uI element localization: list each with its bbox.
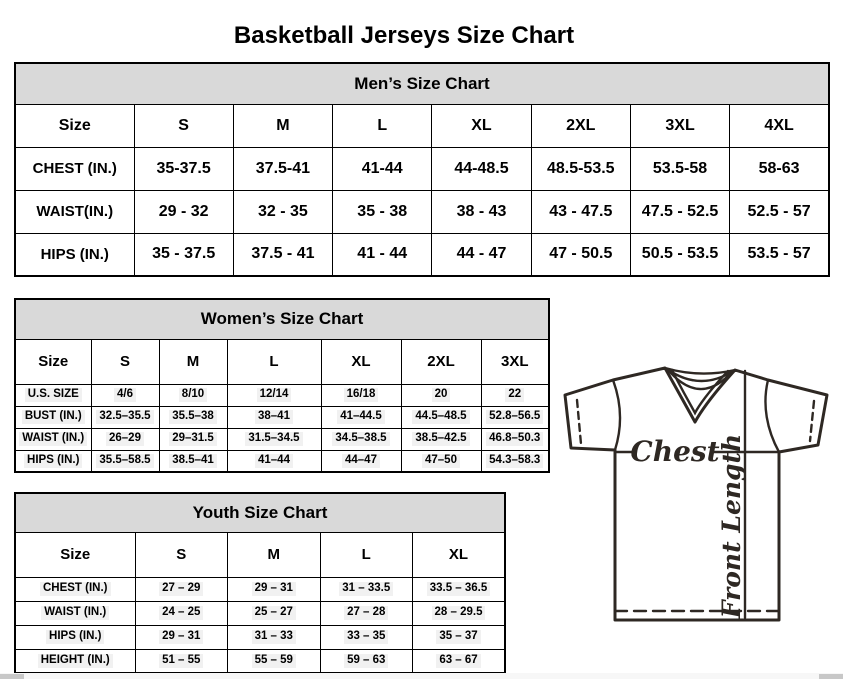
size-value-cell: 38 - 43 (432, 190, 531, 233)
size-value-cell: 35 - 38 (333, 190, 432, 233)
cell-text: 59 – 63 (344, 654, 388, 668)
size-value-cell (227, 384, 321, 406)
cell-text: U.S. SIZE (25, 388, 82, 402)
cell-text: 31.5–34.5 (245, 432, 302, 446)
cell-text: HEIGHT (IN.) (38, 654, 113, 668)
size-value-cell (481, 450, 549, 472)
row-label (15, 625, 135, 649)
size-value-cell: 41-44 (333, 147, 432, 190)
cell-text: 27 – 29 (159, 582, 203, 596)
size-value-cell (413, 577, 506, 601)
size-value-cell (401, 428, 481, 450)
row-label: HIPS (IN.) (15, 233, 134, 276)
scroll-right-button[interactable] (819, 674, 843, 679)
column-header: L (333, 104, 432, 147)
column-header-row (15, 532, 505, 577)
cell-text: 52.8–56.5 (486, 410, 543, 424)
cell-text: HIPS (IN.) (46, 630, 104, 644)
column-header: XL (321, 339, 401, 384)
scroll-left-button[interactable] (0, 674, 24, 679)
size-value-cell (159, 450, 227, 472)
cell-text: 22 (505, 388, 524, 402)
cell-text: 47–50 (422, 454, 460, 468)
size-value-cell (159, 428, 227, 450)
table-row (15, 450, 549, 472)
table-row (15, 147, 829, 190)
cell-text: 12/14 (257, 388, 292, 402)
cell-text: 33.5 – 36.5 (427, 582, 491, 596)
size-value-cell: 43 - 47.5 (531, 190, 630, 233)
size-value-cell: 52.5 - 57 (730, 190, 829, 233)
size-value-cell (135, 649, 228, 673)
size-value-cell: 41 - 44 (333, 233, 432, 276)
cell-text: CHEST (IN.) (40, 582, 111, 596)
row-label (15, 450, 91, 472)
size-value-cell (481, 406, 549, 428)
size-value-cell (228, 625, 321, 649)
size-value-cell (320, 625, 413, 649)
size-value-cell (320, 649, 413, 673)
column-header: Size (15, 104, 134, 147)
row-label (15, 406, 91, 428)
size-value-cell: 44 - 47 (432, 233, 531, 276)
size-value-cell (227, 406, 321, 428)
size-value-cell (320, 601, 413, 625)
cell-text: 33 – 35 (344, 630, 388, 644)
column-header: XL (432, 104, 531, 147)
table-header-row (15, 63, 829, 104)
size-value-cell (481, 384, 549, 406)
column-header: XL (413, 532, 506, 577)
cell-text: 16/18 (344, 388, 379, 402)
table-row (15, 406, 549, 428)
size-value-cell (401, 384, 481, 406)
chest-label: Chest (630, 435, 720, 468)
table-row (15, 577, 505, 601)
column-header: 3XL (630, 104, 729, 147)
size-value-cell (91, 406, 159, 428)
cell-text: 28 – 29.5 (432, 606, 486, 620)
table-row (15, 384, 549, 406)
cell-text: 24 – 25 (159, 606, 203, 620)
cell-text: 41–44 (255, 454, 293, 468)
cell-text: 20 (432, 388, 451, 402)
table-row (15, 233, 829, 276)
table-row (15, 190, 829, 233)
size-value-cell (228, 577, 321, 601)
cell-text: 44.5–48.5 (412, 410, 469, 424)
size-value-cell: 47 - 50.5 (531, 233, 630, 276)
size-value-cell (413, 601, 506, 625)
cell-text: 25 – 27 (252, 606, 296, 620)
cell-text: WAIST (IN.) (19, 432, 87, 446)
cell-text: 54.3–58.3 (486, 454, 543, 468)
column-header: 2XL (401, 339, 481, 384)
cell-text: 44–47 (342, 454, 380, 468)
size-value-cell (227, 428, 321, 450)
page-title: Basketball Jerseys Size Chart (233, 22, 575, 50)
cell-text: 38.5–42.5 (412, 432, 469, 446)
size-value-cell (227, 450, 321, 472)
table-section-title: Women’s Size Chart (15, 299, 549, 339)
size-value-cell (321, 384, 401, 406)
cell-text: 55 – 59 (252, 654, 296, 668)
table-section-title: Men’s Size Chart (15, 63, 829, 104)
row-label: WAIST(IN.) (15, 190, 134, 233)
table-section-title: Youth Size Chart (15, 493, 505, 532)
column-header: Size (15, 339, 91, 384)
jersey-outline (565, 368, 827, 620)
cell-text: 38.5–41 (169, 454, 217, 468)
table-header-row (15, 299, 549, 339)
womens-size-table (14, 298, 550, 473)
column-header: 2XL (531, 104, 630, 147)
size-value-cell (228, 649, 321, 673)
size-value-cell (135, 625, 228, 649)
cell-text: 31 – 33 (252, 630, 296, 644)
jersey-measurement-diagram (556, 360, 836, 636)
cell-text: 29 – 31 (252, 582, 296, 596)
size-value-cell (321, 450, 401, 472)
size-value-cell: 53.5 - 57 (730, 233, 829, 276)
cell-text: 46.8–50.3 (486, 432, 543, 446)
front-length-label: Front Length (717, 433, 746, 619)
column-header-row (15, 339, 549, 384)
size-value-cell (321, 406, 401, 428)
row-label (15, 649, 135, 673)
mens-size-table (14, 62, 830, 277)
table-header-row (15, 493, 505, 532)
size-value-cell (159, 384, 227, 406)
cell-text: 8/10 (179, 388, 207, 402)
row-label (15, 384, 91, 406)
column-header: S (134, 104, 233, 147)
size-value-cell: 35-37.5 (134, 147, 233, 190)
column-header: S (91, 339, 159, 384)
table-row (15, 601, 505, 625)
size-value-cell: 37.5-41 (233, 147, 332, 190)
size-value-cell (413, 649, 506, 673)
cell-text: 29 – 31 (159, 630, 203, 644)
table-row (15, 428, 549, 450)
column-header: 4XL (730, 104, 829, 147)
cell-text: 34.5–38.5 (332, 432, 389, 446)
row-label (15, 601, 135, 625)
cell-text: 31 – 33.5 (339, 582, 393, 596)
size-value-cell (159, 406, 227, 428)
cell-text: 29–31.5 (169, 432, 217, 446)
cell-text: BUST (IN.) (22, 410, 85, 424)
size-value-cell (401, 450, 481, 472)
size-value-cell (228, 601, 321, 625)
size-value-cell (481, 428, 549, 450)
size-value-cell: 35 - 37.5 (134, 233, 233, 276)
cell-text: 27 – 28 (344, 606, 388, 620)
row-label: CHEST (IN.) (15, 147, 134, 190)
cell-text: 26–29 (106, 432, 144, 446)
size-value-cell: 48.5-53.5 (531, 147, 630, 190)
cell-text: 35.5–38 (169, 410, 217, 424)
column-header: M (159, 339, 227, 384)
size-value-cell (401, 406, 481, 428)
size-value-cell: 29 - 32 (134, 190, 233, 233)
size-value-cell (91, 384, 159, 406)
cell-text: 63 – 67 (436, 654, 480, 668)
cell-text: 51 – 55 (159, 654, 203, 668)
size-value-cell: 58-63 (730, 147, 829, 190)
size-value-cell: 44-48.5 (432, 147, 531, 190)
cell-text: 35.5–58.5 (96, 454, 153, 468)
horizontal-scrollbar[interactable] (0, 673, 843, 679)
column-header-row (15, 104, 829, 147)
size-value-cell: 47.5 - 52.5 (630, 190, 729, 233)
cell-text: 41–44.5 (337, 410, 385, 424)
column-header: M (233, 104, 332, 147)
column-header: L (320, 532, 413, 577)
youth-size-table (14, 492, 506, 674)
cell-text: 4/6 (114, 388, 136, 402)
row-label (15, 577, 135, 601)
row-label (15, 428, 91, 450)
size-value-cell: 50.5 - 53.5 (630, 233, 729, 276)
table-row (15, 649, 505, 673)
column-header: Size (15, 532, 135, 577)
cell-text: 35 – 37 (436, 630, 480, 644)
size-value-cell: 37.5 - 41 (233, 233, 332, 276)
size-value-cell (413, 625, 506, 649)
size-value-cell (91, 428, 159, 450)
size-value-cell: 53.5-58 (630, 147, 729, 190)
column-header: 3XL (481, 339, 549, 384)
column-header: L (227, 339, 321, 384)
table-row (15, 625, 505, 649)
cell-text: 38–41 (255, 410, 293, 424)
size-value-cell (320, 577, 413, 601)
cell-text: 32.5–35.5 (96, 410, 153, 424)
size-value-cell (91, 450, 159, 472)
size-value-cell: 32 - 35 (233, 190, 332, 233)
size-value-cell (135, 577, 228, 601)
size-value-cell (321, 428, 401, 450)
cell-text: WAIST (IN.) (41, 606, 109, 620)
column-header: S (135, 532, 228, 577)
column-header: M (228, 532, 321, 577)
size-value-cell (135, 601, 228, 625)
cell-text: HIPS (IN.) (24, 454, 82, 468)
